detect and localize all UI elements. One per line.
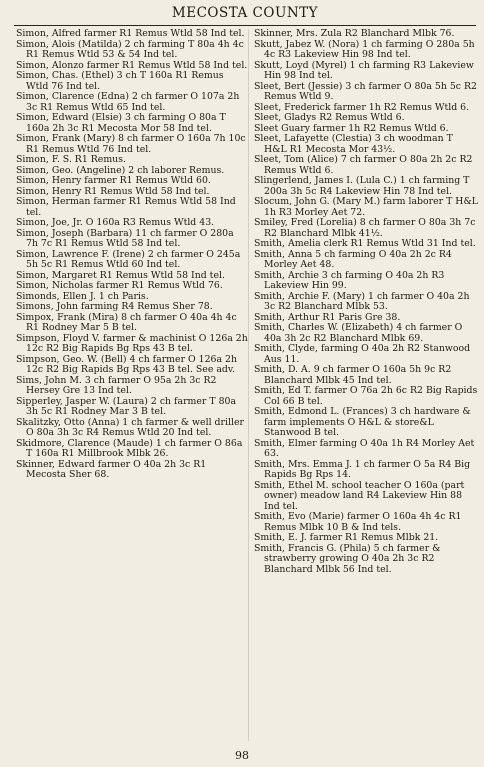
directory-entry: Slocum, John G. (Mary M.) farm laborer T H&L 1h R3 Morley Aet 72. xyxy=(254,196,478,218)
directory-entry: Simpson, Geo. W. (Bell) 4 ch farmer O 126a 2h 12c R2 Big Rapids Bg Rps 43 B tel. See adv. xyxy=(16,353,237,375)
directory-entry: Slingerlend, James I. (Lula C.) 1 ch farming T 200a 3h 5c R4 Lakeview Hin 78 Ind tel. xyxy=(254,175,470,197)
header-rule xyxy=(14,25,476,26)
directory-entry: Simon, Alfred farmer R1 Remus Wtld 58 Ind tel. xyxy=(16,28,245,39)
directory-entry: Sleet Guary farmer 1h R2 Remus Wtld 6. xyxy=(254,122,449,134)
directory-entry: Smith, E. J. farmer R1 Remus Mlbk 21. xyxy=(254,532,439,543)
directory-entry: Sipperley, Jasper W. (Laura) 2 ch farmer T 80a 3h 5c R1 Rodney Mar 3 B tel. xyxy=(16,395,237,417)
directory-entry: Smith, Charles W. (Elizabeth) 4 ch farmer O 40a 3h 2c R2 Blanchard Mlbk 69. xyxy=(254,322,463,344)
page-header: MECOSTA COUNTY xyxy=(171,5,319,21)
directory-entry: Simon, Joe, Jr. O 160a R3 Remus Wtld 43. xyxy=(16,217,215,228)
directory-entry: Smith, Ed T. farmer O 76a 2h 6c R2 Big Rapids Col 66 B tel. xyxy=(254,385,478,407)
right-column xyxy=(254,29,478,575)
directory-entry: Skinner, Edward farmer O 40a 2h 3c R1 Mecosta Sher 68. xyxy=(16,458,207,480)
directory-entry: Smith, Anna 5 ch farming O 40a 2h 2c R4 Morley Aet 48. xyxy=(254,248,452,270)
directory-entry: Simpson, Floyd V. farmer & machinist O 126a 2h 12c R2 Big Rapids Bg Rps 43 B tel. xyxy=(16,332,248,354)
directory-entry: Skidmore, Clarence (Maude) 1 ch farmer O 86a T 160a R1 Millbrook Mlbk 26. xyxy=(16,437,243,459)
directory-entry: Sleet, Bert (Jessie) 3 ch farmer O 80a 5h 5c R2 Remus Wtld 9. xyxy=(254,80,477,102)
directory-entry: Simon, Herman farmer R1 Remus Wtld 58 Ind tel. xyxy=(16,196,236,218)
directory-entry: Sleet, Gladys R2 Remus Wtld 6. xyxy=(254,112,405,123)
directory-entry: Simons, John farming R4 Remus Sher 78. xyxy=(16,301,213,312)
directory-entry: Smith, Clyde, farming O 40a 2h R2 Stanwood Aus 11. xyxy=(254,343,471,365)
directory-entry: Smith, Amelia clerk R1 Remus Wtld 31 Ind tel. xyxy=(254,238,476,249)
directory-entry: Simon, Lawrence F. (Irene) 2 ch farmer O 245a 5h 5c R1 Remus Wtld 60 Ind tel. xyxy=(16,248,241,270)
directory-entry: Simon, Alois (Matilda) 2 ch farming T 80a 4h 4c R1 Remus Wtld 53 & 54 Ind tel. xyxy=(16,38,244,60)
directory-entry: Simon, Edward (Elsie) 3 ch farming O 80a T 160a 2h 3c R1 Mecosta Mor 58 Ind tel. xyxy=(16,112,226,134)
directory-entry: Simon, F. S. R1 Remus. xyxy=(16,154,126,165)
directory-entry: Smith, Elmer farming O 40a 1h R4 Morley Aet 63. xyxy=(254,437,475,459)
directory-entry: Sleet, Tom (Alice) 7 ch farmer O 80a 2h 2c R2 Remus Wtld 6. xyxy=(254,154,473,176)
directory-entry: Simon, Henry farmer R1 Remus Wtld 60. xyxy=(16,175,211,186)
directory-entry: Simon, Geo. (Angeline) 2 ch laborer Remus. xyxy=(16,164,225,176)
directory-entry: Simon, Frank (Mary) 8 ch farmer O 160a 7h 10c R1 Remus Wtld 76 Ind tel. xyxy=(16,133,246,155)
directory-entry: Simon, Clarence (Edna) 2 ch farmer O 107a 2h 3c R1 Remus Wtld 65 Ind tel. xyxy=(16,91,240,113)
directory-entry: Smiley, Fred (Lorelia) 8 ch farmer O 80a 3h 7c R2 Blanchard Mlbk 41½. xyxy=(254,217,476,239)
directory-entry: Simon, Joseph (Barbara) 11 ch farmer O 280a 7h 7c R1 Remus Wtld 58 Ind tel. xyxy=(16,227,234,249)
directory-entry: Skutt, Loyd (Myrel) 1 ch farming R3 Lakeview Hin 98 Ind tel. xyxy=(254,59,474,81)
directory-entry: Smith, Mrs. Emma J. 1 ch farmer O 5a R4 Big Rapids Bg Rps 14. xyxy=(254,458,471,480)
page-number: 98 xyxy=(235,749,249,762)
directory-entry: Sleet, Frederick farmer 1h R2 Remus Wtld 6. xyxy=(254,101,470,113)
directory-entry: Simonds, Ellen J. 1 ch Paris. xyxy=(16,290,149,302)
directory-entry: Sims, John M. 3 ch farmer O 95a 2h 3c R2 Hersey Gre 13 Ind tel. xyxy=(16,374,217,396)
directory-entry: Skalitzky, Otto (Anna) 1 ch farmer & well driller O 80a 3h 3c R4 Remus Wtld 20 Ind tel. xyxy=(16,416,244,438)
directory-entry: Simon, Alonzo farmer R1 Remus Wtld 58 Ind tel. xyxy=(16,59,248,71)
directory-entry: Smith, Evo (Marie) farmer O 160a 4h 4c R1 Remus Mlbk 10 B & Ind tels. xyxy=(254,511,462,533)
directory-entry: Smith, Archie F. (Mary) 1 ch farmer O 40a 2h 3c R2 Blanchard Mlbk 53. xyxy=(254,290,470,312)
directory-entry: Skinner, Mrs. Zula R2 Blanchard Mlbk 76. xyxy=(254,28,455,39)
directory-entry: Simpox, Frank (Mira) 8 ch farmer O 40a 4h 4c R1 Rodney Mar 5 B tel. xyxy=(16,311,237,333)
directory-entry: Simon, Nicholas farmer R1 Remus Wtld 76. xyxy=(16,280,223,291)
directory-entry: Skutt, Jabez W. (Nora) 1 ch farming O 280a 5h 4c R3 Lakeview Hin 98 Ind tel. xyxy=(254,38,475,60)
left-column xyxy=(16,29,248,481)
directory-entry: Smith, Francis G. (Phila) 5 ch farmer & strawberry growing O 40a 2h 3c R2 Blanchard Mlbk 56 Ind tel. xyxy=(254,542,441,575)
directory-entry: Smith, Ethel M. school teacher O 160a (part owner) meadow land R4 Lakeview Hin 88 Ind tel. xyxy=(254,479,465,512)
directory-entry: Simon, Chas. (Ethel) 3 ch T 160a R1 Remus Wtld 76 Ind tel. xyxy=(16,70,224,92)
directory-entry: Smith, Edmond L. (Frances) 3 ch hardware & farm implements O H&L & store&L Stanwood B tel. xyxy=(254,406,471,438)
directory-entry: Smith, Archie 3 ch farming O 40a 2h R3 Lakeview Hin 99. xyxy=(254,269,445,291)
directory-entry: Smith, Arthur R1 Paris Gre 38. xyxy=(254,311,401,323)
column-divider xyxy=(248,29,249,741)
directory-entry: Simon, Margaret R1 Remus Wtld 58 Ind tel. xyxy=(16,269,225,281)
directory-entry: Simon, Henry R1 Remus Wtld 58 Ind tel. xyxy=(16,185,210,197)
directory-entry: Smith, D. A. 9 ch farmer O 160a 5h 9c R2 Blanchard Mlbk 45 Ind tel. xyxy=(254,364,452,386)
directory-entry: Sleet, Lafayette (Clestia) 3 ch woodman T H&L R1 Mecosta Mor 43½. xyxy=(254,133,453,155)
